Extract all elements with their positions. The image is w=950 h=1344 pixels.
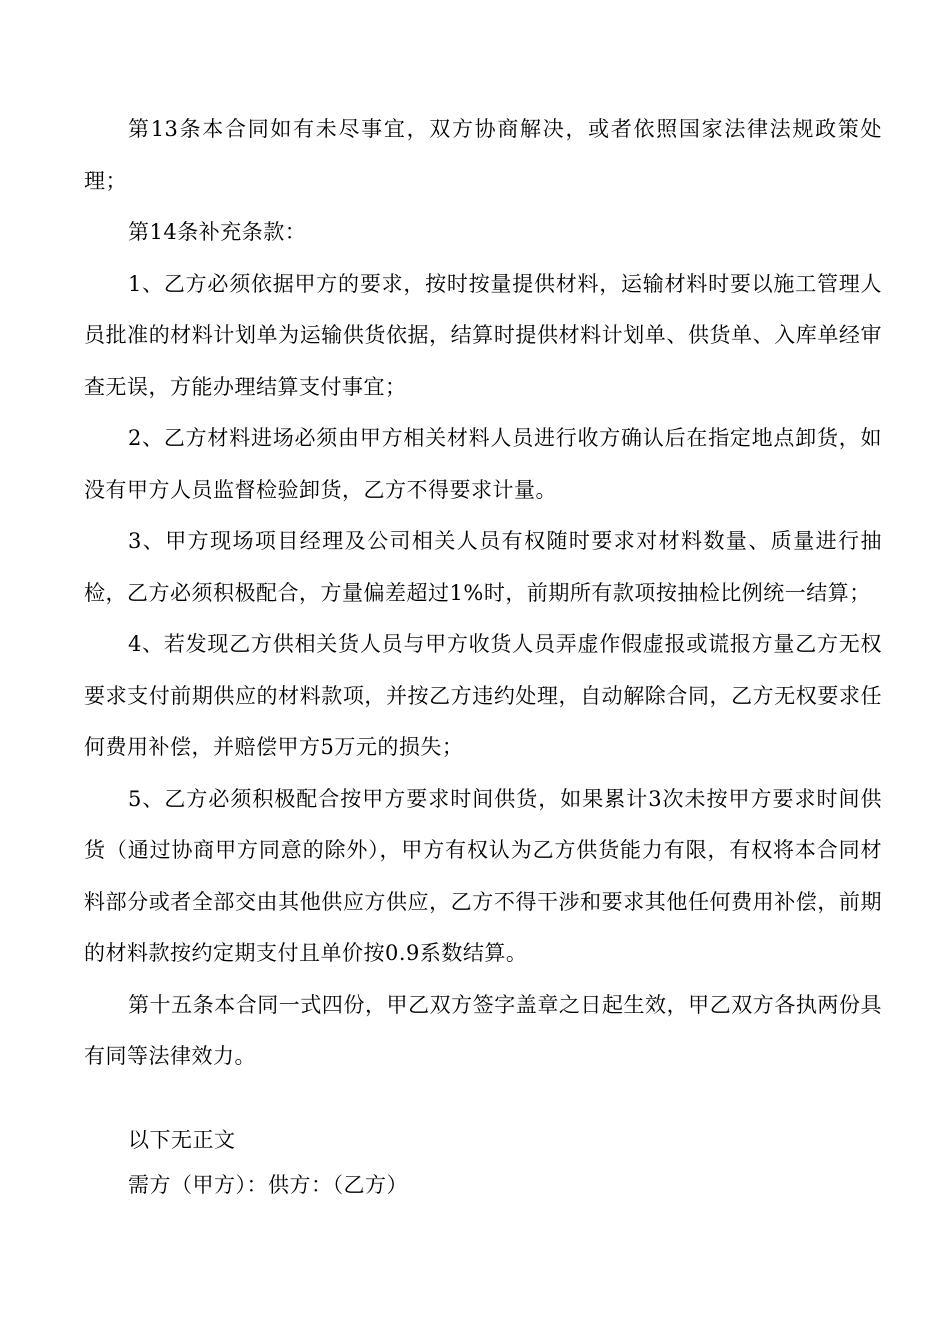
supplementary-item-5: 5、乙方必须积极配合按甲方要求时间供货，如果累计3次未按甲方要求时间供货（通过协商甲方同意的除外），甲方有权认为乙方供货能力有限，有权将本合同材料部分或者全部交由其他供应方供应，乙方不得干涉和要求其他任何费用补偿，前期的材料款按约定期支付且单价按0.9系数结算。: [84, 786, 882, 965]
supplementary-item-1: 1、乙方必须依据甲方的要求，按时按量提供材料，运输材料时要以施工管理人员批准的材料计划单为运输供货依据，结算时提供材料计划单、供货单、入库单经审查无误，方能办理结算支付事宜；: [84, 271, 882, 399]
clause-14-heading: 第14条补充条款：: [128, 220, 307, 244]
supplementary-item-4: 4、若发现乙方供相关货人员与甲方收货人员弄虚作假虚报或谎报方量乙方无权要求支付前期供应的材料款项，并按乙方违约处理，自动解除合同，乙方无权要求任何费用补偿，并赔偿甲方5万元的损失；: [84, 632, 882, 759]
contract-body: [84, 104, 882, 1083]
supplementary-item-3: 3、甲方现场项目经理及公司相关人员有权随时要求对材料数量、质量进行抽检，乙方必须积极配合，方量偏差超过1%时，前期所有款项按抽检比例统一结算；: [84, 529, 882, 605]
supplementary-item-2: 2、乙方材料进场必须由甲方相关材料人员进行收方确认后在指定地点卸货，如没有甲方人员监督检验卸货，乙方不得要求计量。: [84, 426, 882, 502]
clause-13: 第13条本合同如有未尽事宜，双方协商解决，或者依照国家法律法规政策处理；: [84, 117, 882, 193]
clause-15: 第十五条本合同一式四份，甲乙双方签字盖章之日起生效，甲乙双方各执两份具有同等法律效力。: [84, 992, 882, 1068]
signature-line: 需方（甲方）：供方：（乙方）: [128, 1173, 408, 1197]
end-of-text-note: 以下无正文: [128, 1128, 236, 1152]
